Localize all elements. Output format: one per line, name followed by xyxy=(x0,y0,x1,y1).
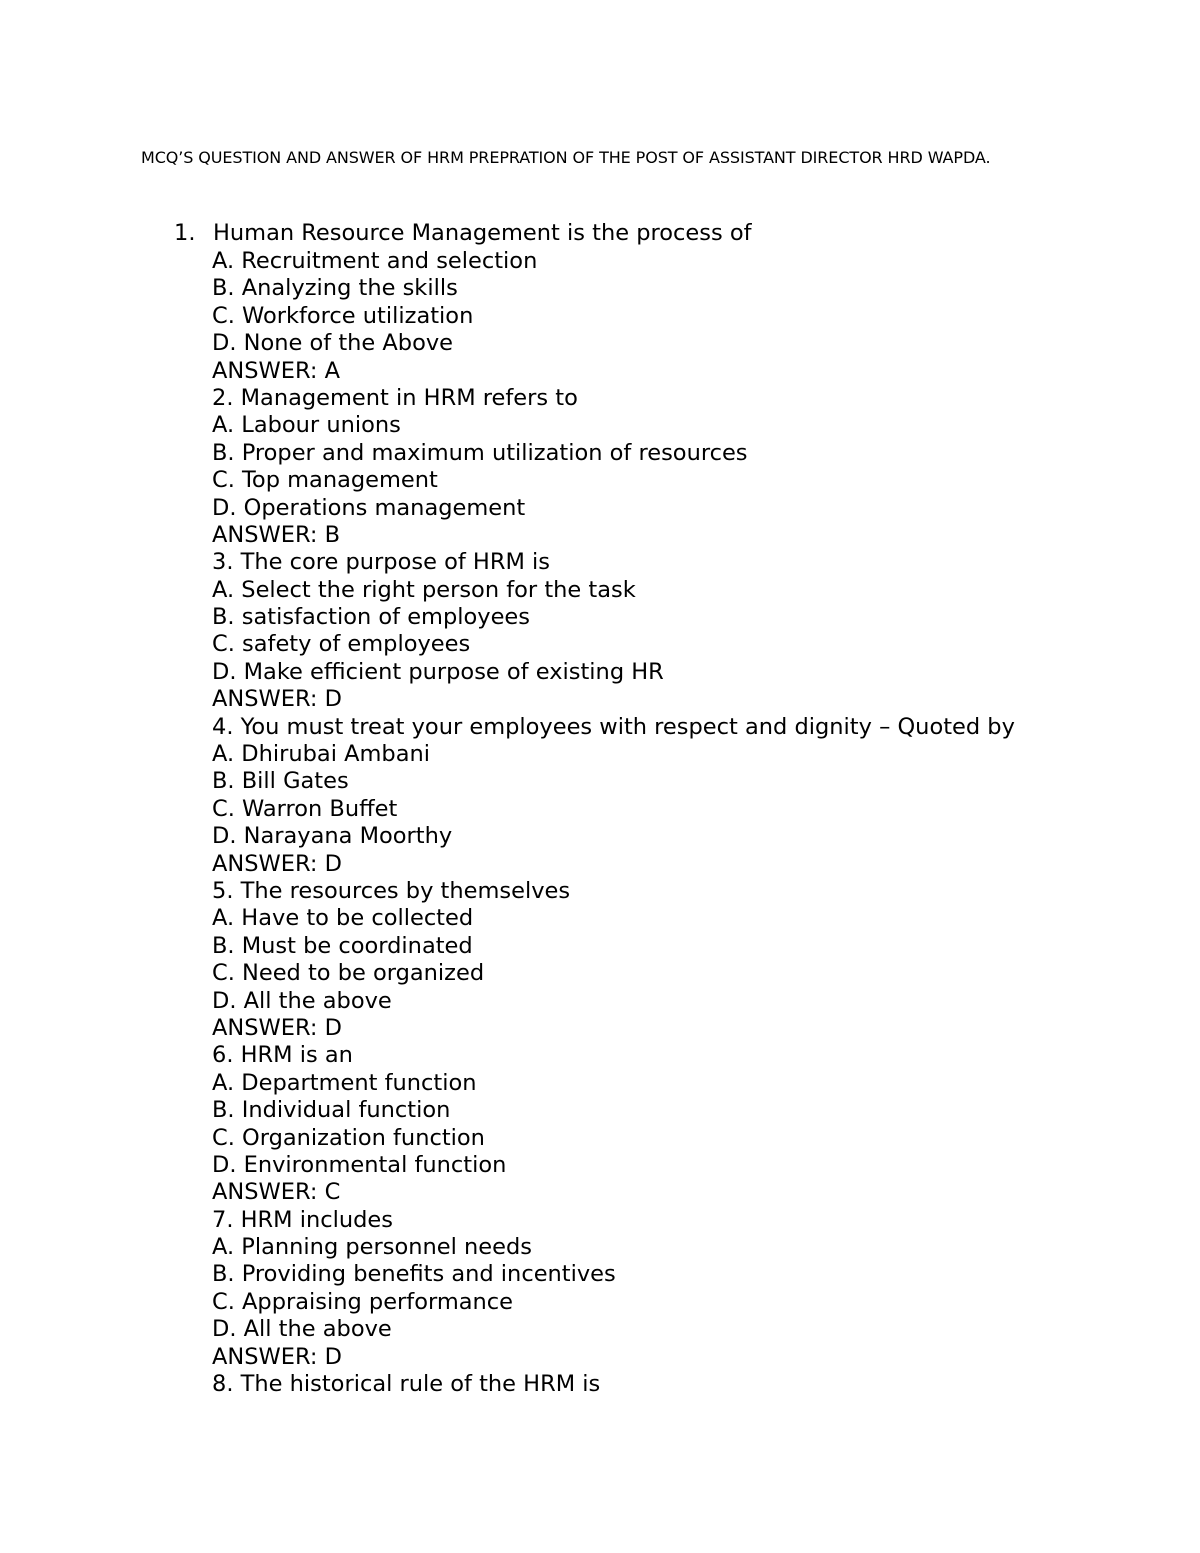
text-line: A. Recruitment and selection xyxy=(212,248,538,274)
text-line: B. Proper and maximum utilization of resources xyxy=(212,439,748,466)
text-line: B. Providing benefits and incentives xyxy=(212,1261,616,1288)
document-heading: MCQ’S QUESTION AND ANSWER OF HRM PREPRATION OF THE POST OF ASSISTANT DIRECTOR HRD WAPDA. xyxy=(141,148,991,167)
question-line: 3. The core purpose of HRM is xyxy=(212,549,550,576)
question-line: 8. The historical rule of the HRM is xyxy=(212,1371,601,1398)
text-line: C. Appraising performance xyxy=(212,1288,514,1315)
text-line: C. Warron Buffet xyxy=(212,795,398,822)
answer-line: ANSWER: C xyxy=(212,1179,341,1206)
text-line: C. Top management xyxy=(212,467,438,494)
question-number: 1. xyxy=(174,220,196,246)
question-line: 5. The resources by themselves xyxy=(212,877,571,904)
text-line: C. Organization function xyxy=(212,1124,485,1151)
text-line: D. Narayana Moorthy xyxy=(212,823,453,850)
text-line: B. Analyzing the skills xyxy=(212,275,458,302)
question-lines xyxy=(212,248,1172,1398)
text-line: C. safety of employees xyxy=(212,631,471,658)
text-line: B. Must be coordinated xyxy=(212,932,473,959)
text-line: B. satisfaction of employees xyxy=(212,604,530,631)
question-text: Human Resource Management is the process of xyxy=(213,220,752,246)
text-line: A. Department function xyxy=(212,1069,477,1096)
question-line: 7. HRM includes xyxy=(212,1206,393,1233)
answer-line: ANSWER: D xyxy=(212,686,342,713)
text-line: A. Labour unions xyxy=(212,412,401,439)
answer-line: ANSWER: D xyxy=(212,1014,342,1041)
text-line: A. Dhirubai Ambani xyxy=(212,741,431,768)
question-line: 6. HRM is an xyxy=(212,1042,353,1069)
text-line: C. Need to be organized xyxy=(212,960,485,987)
answer-line: ANSWER: D xyxy=(212,850,342,877)
text-line: D. All the above xyxy=(212,987,392,1014)
answer-line: ANSWER: A xyxy=(212,357,341,384)
answer-line: ANSWER: D xyxy=(212,1343,342,1370)
text-line: D. All the above xyxy=(212,1316,392,1343)
text-line: A. Select the right person for the task xyxy=(212,576,636,603)
text-line: D. Environmental function xyxy=(212,1151,507,1178)
text-line: A. Planning personnel needs xyxy=(212,1234,532,1261)
text-line: C. Workforce utilization xyxy=(212,302,474,329)
question-1 xyxy=(174,220,752,247)
text-line: B. Bill Gates xyxy=(212,768,349,795)
question-line: 2. Management in HRM refers to xyxy=(212,384,578,411)
text-line: A. Have to be collected xyxy=(212,905,474,932)
question-line: 4. You must treat your employees with respect and dignity – Quoted by xyxy=(212,713,1015,740)
text-line: B. Individual function xyxy=(212,1097,451,1124)
text-line: D. None of the Above xyxy=(212,330,453,357)
text-line: D. Make efficient purpose of existing HR xyxy=(212,658,664,685)
answer-line: ANSWER: B xyxy=(212,521,341,548)
text-line: D. Operations management xyxy=(212,494,526,521)
